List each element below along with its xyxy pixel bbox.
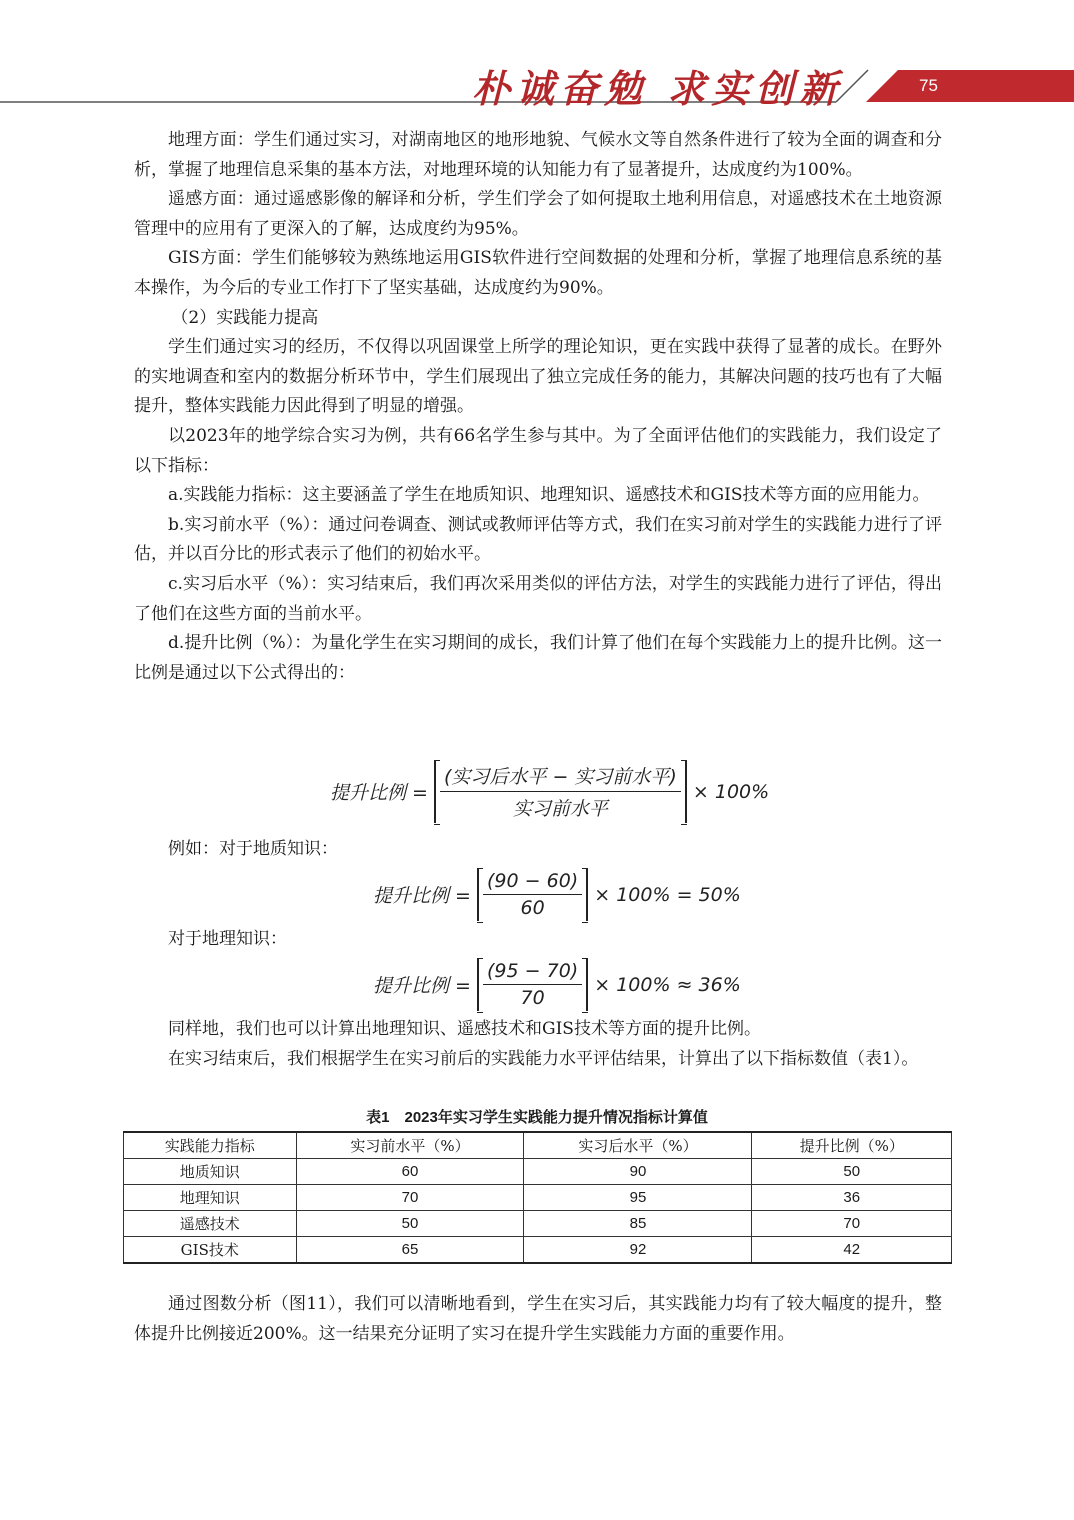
table-header-cell: 提升比例（%） — [752, 1132, 952, 1159]
formula-lhs: 提升比例 = — [373, 975, 471, 997]
body-text-top — [134, 126, 942, 688]
table-header-cell: 实习后水平（%） — [524, 1132, 752, 1159]
table-cell: 42 — [752, 1237, 952, 1264]
formula-denominator: 实习前水平 — [512, 798, 608, 820]
table-header-cell: 实践能力指标 — [124, 1132, 297, 1159]
table-cell: 50 — [296, 1211, 524, 1237]
table-cell: 65 — [296, 1237, 524, 1264]
indicator-d: d.提升比例（%）：为量化学生在实习期间的成长，我们计算了他们在每个实践能力上的提升比例。这一比例是通过以下公式得出的： — [134, 633, 942, 683]
formula-lhs: 提升比例 = — [330, 782, 428, 804]
table-cell: 90 — [524, 1159, 752, 1185]
section-heading-practice: （2）实践能力提高 — [171, 307, 319, 328]
indicator-c: c.实习后水平（%）：实习结束后，我们再次采用类似的评估方法，对学生的实践能力进行了评估，得出了他们在这些方面的当前水平。 — [134, 573, 942, 624]
table-cell: 70 — [752, 1211, 952, 1237]
table-cell: 50 — [752, 1159, 952, 1185]
table-cell: 地质知识 — [124, 1159, 297, 1185]
paragraph-remote-sensing: 遥感方面：通过遥感影像的解译和分析，学生们学会了如何提取土地利用信息，对遥感技术在土地资源管理中的应用有了更深入的了解，达成度约为95%。 — [134, 189, 942, 239]
table-row — [124, 1159, 952, 1185]
table-row — [124, 1237, 952, 1264]
table-row — [124, 1185, 952, 1211]
paragraph-conclusion: 通过图数分析（图11），我们可以清晰地看到，学生在实习后，其实践能力均有了较大幅度的提升，整体提升比例接近200%。这一结果充分证明了实习在提升学生实践能力方面的重要作用。 — [134, 1294, 942, 1344]
paragraph-table-intro: 在实习结束后，我们根据学生在实习前后的实践能力水平评估结果，计算出了以下指标数值（表1）。 — [168, 1048, 919, 1069]
example-geography-intro: 对于地理知识： — [168, 929, 287, 949]
table-row — [124, 1211, 952, 1237]
table-cell: GIS技术 — [124, 1237, 297, 1264]
formula-fraction — [440, 762, 681, 821]
formula-example-geography — [373, 958, 741, 1011]
formula-numerator: (95 − 70) — [483, 960, 582, 985]
paragraph-similarly: 同样地，我们也可以计算出地理知识、遥感技术和GIS技术等方面的提升比例。 — [168, 1019, 761, 1039]
body-text-bottom — [134, 1290, 942, 1349]
practice-ability-table — [123, 1131, 952, 1264]
table-cell: 遥感技术 — [124, 1211, 297, 1237]
table-cell: 95 — [524, 1185, 752, 1211]
table-cell: 92 — [524, 1237, 752, 1264]
page-header — [0, 0, 1074, 110]
paragraph-gis: GIS方面：学生们能够较为熟练地运用GIS软件进行空间数据的处理和分析，掌握了地理信息系统的基本操作，为今后的专业工作打下了坚实基础，达成度约为90%。 — [134, 248, 942, 298]
formula-bracket — [434, 760, 687, 823]
formula-numerator: (90 − 60) — [483, 870, 582, 895]
page-number-tab — [866, 70, 1074, 102]
table-cell: 地理知识 — [124, 1185, 297, 1211]
formula-bracket — [477, 868, 588, 921]
table-cell: 70 — [296, 1185, 524, 1211]
paragraph-geography: 地理方面：学生们通过实习，对湖南地区的地形地貌、气候水文等自然条件进行了较为全面的调查和分析，掌握了地理信息采集的基本方法，对地理环境的认知能力有了显著提升，达成度约为100%。 — [134, 130, 942, 180]
table-cell: 36 — [752, 1185, 952, 1211]
indicator-a: a.实践能力指标：这主要涵盖了学生在地质知识、地理知识、遥感技术和GIS技术等方面的应用能力。 — [168, 485, 930, 506]
example-geology-intro: 例如：对于地质知识： — [168, 839, 338, 859]
table-caption: 表1 2023年实习学生实践能力提升情况指标计算值 — [366, 1109, 708, 1126]
table-cell: 60 — [296, 1159, 524, 1185]
formula-lhs: 提升比例 = — [373, 885, 471, 907]
formula-example-geology — [373, 868, 741, 921]
formula-rhs: × 100% = 50% — [594, 883, 741, 906]
formula-general — [330, 760, 769, 823]
formula-bracket — [477, 958, 588, 1011]
table-header-row — [124, 1132, 952, 1159]
formula-rhs: × 100% — [692, 780, 770, 803]
formula-numerator: (实习后水平 − 实习前水平) — [440, 762, 681, 792]
formula-rhs: × 100% ≈ 36% — [594, 973, 741, 996]
paragraph-2023-example: 以2023年的地学综合实习为例，共有66名学生参与其中。为了全面评估他们的实践能力，我们设定了以下指标： — [134, 425, 942, 476]
page-number: 75 — [919, 76, 938, 95]
table-cell: 85 — [524, 1211, 752, 1237]
indicator-b: b.实习前水平（%）：通过问卷调查、测试或教师评估等方式，我们在实习前对学生的实践能力进行了评估，并以百分比的形式表示了他们的初始水平。 — [134, 514, 942, 565]
body-text-middle — [134, 1015, 942, 1074]
formula-fraction — [483, 960, 582, 1009]
formula-fraction — [483, 870, 582, 919]
header-motto: 朴诚奋勉 求实创新 — [472, 66, 844, 111]
table-header-cell: 实习前水平（%） — [296, 1132, 524, 1159]
formula-denominator: 60 — [520, 897, 545, 919]
paragraph-practice-growth: 学生们通过实习的经历，不仅得以巩固课堂上所学的理论知识，更在实践中获得了显著的成长。在野外的实地调查和室内的数据分析环节中，学生们展现出了独立完成任务的能力，其解决问题的技巧也有了大幅提升，整体实践能力因此得到了明显的增强。 — [134, 337, 942, 417]
formula-denominator: 70 — [520, 987, 545, 1009]
